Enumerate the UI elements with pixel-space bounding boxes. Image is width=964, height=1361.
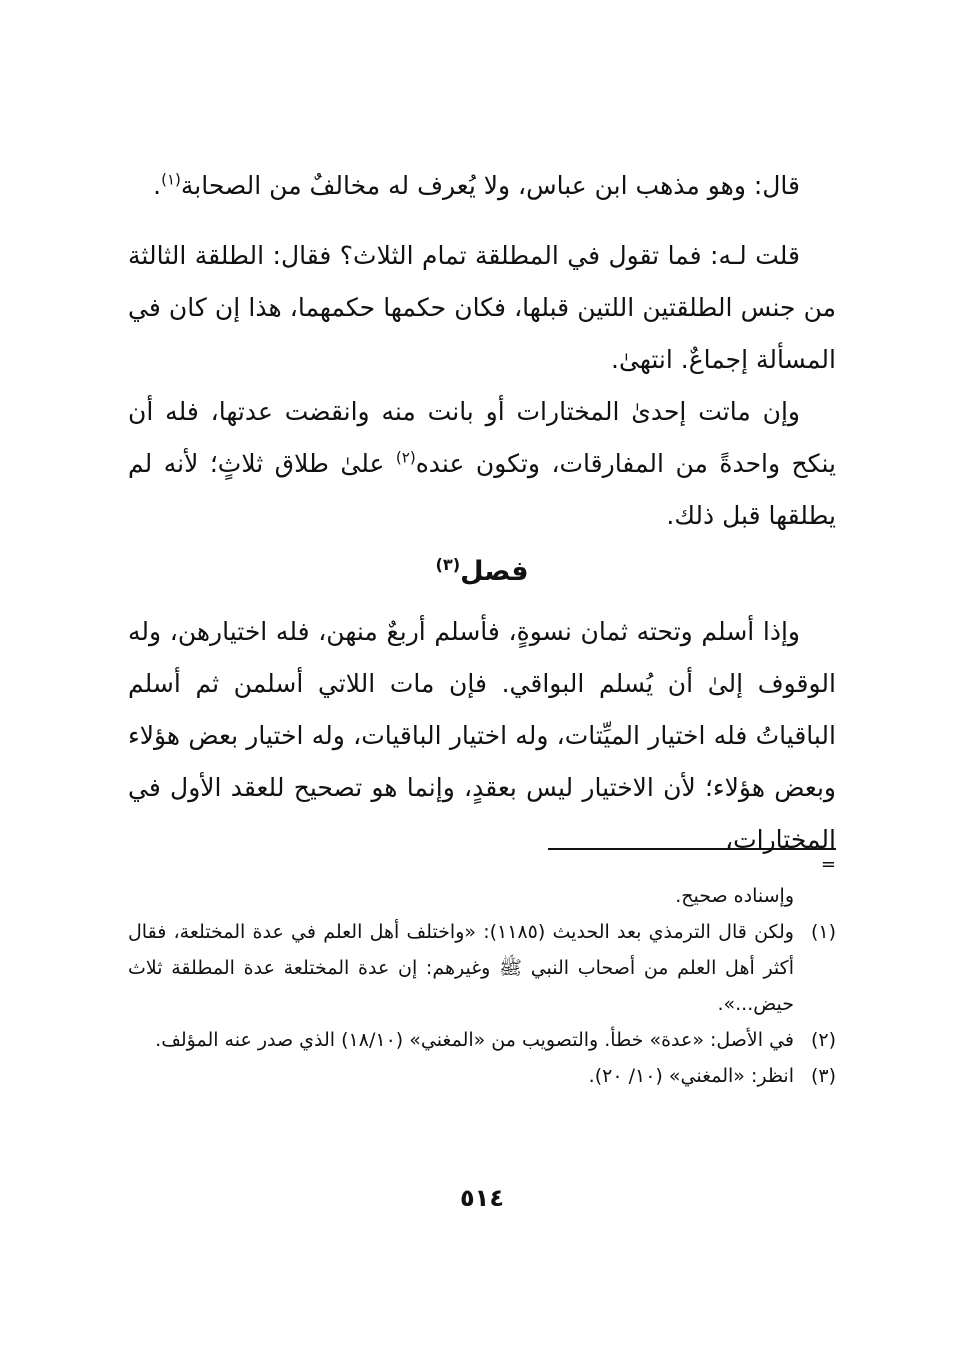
footnote-2 <box>128 1022 836 1058</box>
footnotes <box>128 852 836 1094</box>
page-number: ٥١٤ <box>460 1184 504 1212</box>
paragraph-2 <box>128 230 836 386</box>
footnote-ref-2: (٢) <box>395 448 416 467</box>
footnote-1-number: (١) <box>810 921 836 943</box>
paragraph-4-text: وإذا أسلم وتحته ثمان نسوةٍ، فأسلم أربعٌ منهن، فله اختيارهن، وله الوقوف إلىٰ أن يُسلم البواقي. فإن مات اللاتي أسلمن ثم أسلم الباقياتُ فله اختيار الميِّتات، وله اختيار الباقيات، وله اختيار بعض هؤلاء وبعض هؤلاء؛ لأن الاختيار ليس بعقدٍ، وإنما هو تصحيح للعقد الأول في المختارات، <box>128 617 836 854</box>
footnote-1 <box>128 914 836 1022</box>
paragraph-1 <box>128 160 836 212</box>
paragraph-3-end: علىٰ طلاق ثلاثٍ؛ لأنه لم يطلقها قبل ذلك. <box>128 449 836 530</box>
paragraph-1-end: . <box>153 171 162 200</box>
footnote-2-number: (٢) <box>810 1029 836 1051</box>
continuation-text: وإسناده صحيح. <box>675 885 794 907</box>
paragraph-3-text: وإن ماتت إحدىٰ المختارات أو بانت منه وانقضت عدتها، فله أن ينكح واحدةً من المفارقات، وتكون عنده <box>128 397 836 478</box>
footnote-ref-1: (١) <box>161 170 181 189</box>
paragraph-1-text: قال: وهو مذهب ابن عباس، ولا يُعرف له مخالفٌ من الصحابة <box>180 171 800 200</box>
footnote-1-text: ولكن قال الترمذي بعد الحديث (١١٨٥): «واختلف أهل العلم في عدة المختلعة، فقال أكثر أهل العلم من أصحاب النبي ﷺ وغيرهم: إن عدة المختلعة عدة المطلقة ثلاث حيض...». <box>128 921 794 1015</box>
footnote-2-text: في الأصل: «عدة» خطأ. والتصويب من «المغني» (١٨/١٠) الذي صدر عنه المؤلف. <box>155 1029 794 1051</box>
paragraph-4 <box>128 606 836 866</box>
footnote-divider <box>548 848 836 850</box>
footnote-3 <box>128 1058 836 1094</box>
footnote-continuation <box>128 852 836 914</box>
footnote-3-text: انظر: «المغني» (١٠/ ٢٠). <box>588 1065 794 1087</box>
footnote-ref-3: (٣) <box>435 555 461 574</box>
paragraph-2-text: قلت لـه: فما تقول في المطلقة تمام الثلاث؟ فقال: الطلقة الثالثة من جنس الطلقتين اللتين قبلها، فكان حكمها حكمهما، هذا إن كان في المسألة إجماعٌ. انتهىٰ. <box>128 241 836 374</box>
continuation-mark: = <box>820 854 836 875</box>
footnote-3-number: (٣) <box>810 1065 836 1087</box>
section-heading-text: فصل <box>460 556 529 587</box>
paragraph-3 <box>128 386 836 542</box>
section-heading <box>128 546 836 598</box>
